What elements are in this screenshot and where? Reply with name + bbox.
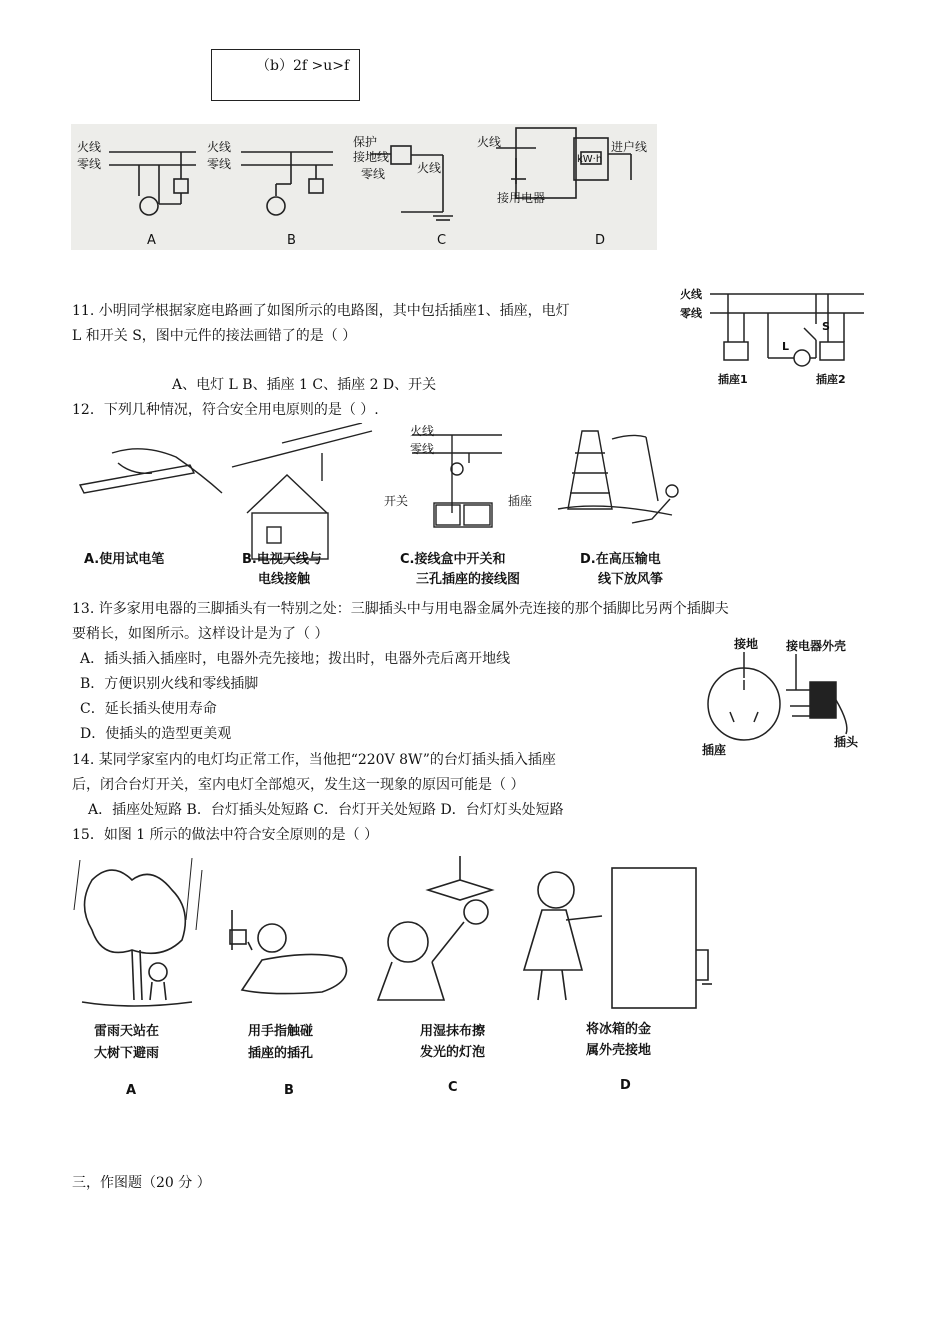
q11-fig-zero: 零线 — [680, 307, 702, 320]
box-text: （b）2f >u>f — [256, 58, 350, 74]
q15-letter-a: A — [126, 1083, 137, 1098]
q12-fig-switch: 开关 — [384, 494, 409, 508]
fig10-label-4: 保护 — [353, 135, 378, 149]
q13-fig-ground: 接地 — [734, 637, 759, 651]
q14-line1: 14. 某同学家室内的电灯均正常工作，当他把“220V 8W”的台灯插头插入插座 — [72, 752, 556, 768]
fig10-label-10: kW·h — [577, 154, 603, 165]
q13-plug-figure — [700, 634, 870, 762]
q15-caption-a1: 雷雨天站在 — [94, 1024, 160, 1039]
q15-letter-c: C — [448, 1080, 458, 1095]
q15-stem: 15．如图 1 所示的做法中符合安全原则的是（ ） — [72, 827, 379, 843]
q11-line2: L 和开关 S，图中元件的接法画错了的是（ ） — [72, 328, 357, 344]
q11-fig-socket1: 插座1 — [718, 373, 748, 386]
q12-caption-b2: 电线接触 — [258, 572, 311, 587]
q11-fig-lamp: L — [782, 340, 790, 353]
q15-caption-d2: 属外壳接地 — [586, 1043, 652, 1058]
q15-letter-d: D — [620, 1078, 631, 1093]
fig10-label-0: 火线 — [77, 140, 102, 154]
q15-caption-b1: 用手指触碰 — [248, 1024, 314, 1039]
q11-fig-socket2: 插座2 — [816, 373, 846, 386]
fig10-label-9: 接用电器 — [497, 191, 546, 205]
fig10-option-d: D — [595, 233, 606, 248]
q11-fig-switch: S — [822, 320, 830, 333]
wiring-options-figure — [71, 124, 657, 250]
q12-stem: 12．下列几种情况，符合安全用电原则的是（ ）. — [72, 402, 379, 418]
q13-option-b: B．方便识别火线和零线插脚 — [80, 676, 259, 692]
q12-figure — [72, 423, 704, 588]
fig10-label-5: 接地线 — [353, 150, 390, 164]
q11-circuit-figure — [676, 284, 866, 390]
q15-figure — [72, 850, 712, 1100]
q15-caption-c1: 用湿抹布擦 — [420, 1024, 486, 1039]
q11-fig-fire: 火线 — [680, 288, 702, 301]
q12-fig-socket: 插座 — [508, 494, 533, 508]
q12-fig-zero: 零线 — [410, 442, 435, 456]
fig10-label-8: 火线 — [477, 135, 502, 149]
q12-caption-a1: A.使用试电笔 — [84, 552, 165, 567]
q14-options: A．插座处短路 B．台灯插头处短路 C．台灯开关处短路 D．台灯灯头处短路 — [88, 802, 564, 818]
q12-caption-c2: 三孔插座的接线图 — [416, 572, 521, 587]
fig10-label-7: 火线 — [417, 161, 442, 175]
q12-caption-c1: C.接线盒中开关和 — [400, 552, 506, 567]
q13-fig-plug: 插头 — [834, 735, 859, 749]
fig10-label-11: 进户线 — [611, 140, 648, 154]
q12-caption-b1: B.电视天线与 — [242, 552, 322, 567]
fig10-option-c: C — [437, 233, 447, 248]
q11-options: A、电灯 L B、插座 1 C、插座 2 D、开关 — [172, 377, 437, 393]
fig10-option-b: B — [287, 233, 296, 248]
q12-fig-fire: 火线 — [410, 424, 435, 438]
q11-line1: 11. 小明同学根据家庭电路画了如图所示的电路图，其中包括插座1、插座，电灯 — [72, 303, 570, 319]
q13-option-c: C．延长插头使用寿命 — [80, 701, 217, 717]
q13-option-d: D．使插头的造型更美观 — [80, 726, 232, 742]
q13-stem2: 要稍长，如图所示。这样设计是为了（ ） — [72, 626, 329, 642]
q15-caption-b2: 插座的插孔 — [248, 1046, 314, 1061]
q15-caption-d1: 将冰箱的金 — [586, 1022, 652, 1037]
q15-caption-c2: 发光的灯泡 — [420, 1045, 486, 1060]
q13-stem1: 13. 许多家用电器的三脚插头有一特别之处：三脚插头中与用电器金属外壳连接的那个插脚比另两个插脚夫 — [72, 601, 729, 617]
q15-letter-b: B — [284, 1083, 294, 1098]
fig10-label-6: 零线 — [361, 167, 386, 181]
q13-fig-shell: 接电器外壳 — [786, 639, 847, 653]
fig10-label-2: 火线 — [207, 140, 232, 154]
fig10-label-3: 零线 — [207, 157, 232, 171]
fig10-option-a: A — [147, 233, 156, 248]
section3-heading: 三，作图题（20 分 ） — [72, 1175, 211, 1191]
q15-caption-a2: 大树下避雨 — [94, 1046, 160, 1061]
answer-box — [211, 49, 360, 101]
q12-caption-d2: 线下放风筝 — [598, 572, 664, 587]
q12-caption-d1: D.在高压输电 — [580, 552, 661, 567]
q14-line2: 后，闭合台灯开关，室内电灯全部熄灭，发生这一现象的原因可能是（ ） — [72, 777, 525, 793]
fig10-label-1: 零线 — [77, 157, 102, 171]
q13-fig-socket: 插座 — [702, 743, 727, 757]
q13-option-a: A．插头插入插座时，电器外壳先接地；拨出时，电器外壳后离开地线 — [80, 651, 511, 667]
